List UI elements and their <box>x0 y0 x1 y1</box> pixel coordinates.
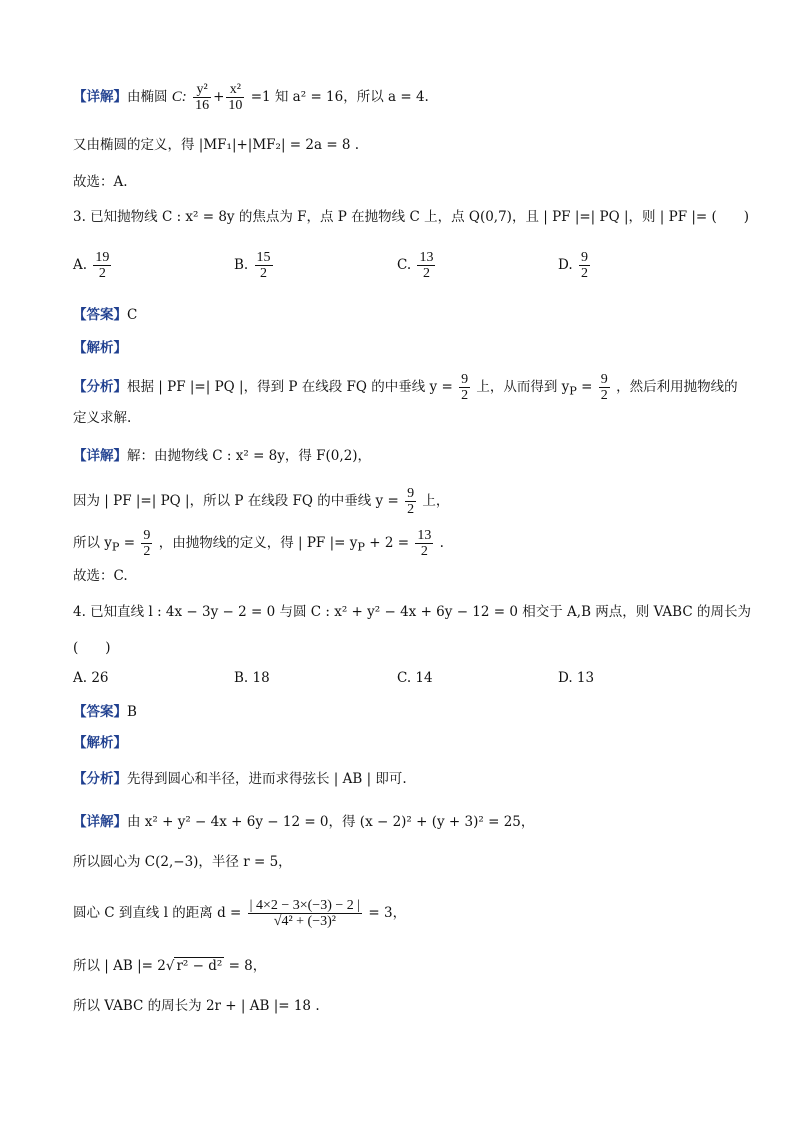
text: = 8， <box>228 958 267 974</box>
text: 先得到圆心和半径，进而求得弦长 | AB | 即可. <box>127 771 407 787</box>
q3-analysis-label <box>73 338 127 358</box>
numerator: 9 <box>600 372 608 387</box>
text: = <box>581 379 593 395</box>
q3-detail-line-3 <box>73 528 444 559</box>
numerator: y² <box>193 82 211 98</box>
q3-option-c <box>397 250 437 281</box>
text: 由 x² + y² − 4x + 6y − 12 = 0，得 (x − 2)² + (y + 3)² = 25， <box>127 814 535 830</box>
fraction <box>255 250 273 281</box>
text: ，然后利用抛物线的 <box>616 379 738 395</box>
text: = 3， <box>368 905 407 921</box>
q3-choose: 故选：C. <box>73 568 128 584</box>
fraction <box>417 250 435 281</box>
denominator: 2 <box>580 266 588 281</box>
denominator: 2 <box>461 388 469 403</box>
text: 所以 y <box>73 535 112 551</box>
q4-detail-line-2: 所以圆心为 C(2,−3)，半径 r = 5， <box>73 854 292 870</box>
sqrt-sign: √ <box>165 958 175 974</box>
text: + 2 = <box>369 535 410 551</box>
q4-stem-2: ( ) <box>73 640 111 656</box>
q3-option-d <box>558 250 592 281</box>
text: . <box>439 535 444 551</box>
denominator: 2 <box>260 266 268 281</box>
q4-detail-line-4 <box>73 956 266 976</box>
text: 由椭圆 <box>127 89 168 105</box>
choose-line-1: 故选：A. <box>73 174 128 190</box>
q4-answer <box>73 702 137 722</box>
q4-option-b: B. 18 <box>234 670 270 686</box>
q4-option-d: D. 13 <box>558 670 595 686</box>
fraction <box>226 82 244 113</box>
text: = <box>123 535 136 551</box>
q3-fenxi-line <box>73 372 738 403</box>
fraction <box>405 486 416 517</box>
option-letter: B. <box>234 257 249 273</box>
numerator: | 4×2 − 3×(−3) − 2 | <box>249 898 361 913</box>
numerator: 15 <box>256 250 271 265</box>
fraction <box>415 528 433 559</box>
q3-stem: 3. 已知抛物线 C : x² = 8y 的焦点为 F，点 P 在抛物线 C 上，点 Q(0,7)，且 | PF |=| PQ |，则 | PF |= ( ) <box>73 209 750 225</box>
answer-label: 【答案】 <box>73 704 127 720</box>
fenxi-label: 【分析】 <box>73 379 127 395</box>
numerator: 9 <box>580 250 588 265</box>
denominator: 2 <box>422 266 430 281</box>
text: 上，从而得到 y <box>476 379 570 395</box>
fraction <box>599 372 610 403</box>
detail-line-1: 【详解】由椭圆 C: $\frac{\text{y²}}{16}$ + $\frac{\text{x²}}{10}$ =1 知 a² = 16，所以 a = 4. <box>73 82 429 113</box>
fraction <box>193 82 211 113</box>
subscript: P <box>569 384 577 398</box>
q4-option-c: C. 14 <box>397 670 433 686</box>
fenxi-label: 【分析】 <box>73 771 127 787</box>
numerator: x² <box>226 82 244 98</box>
q4-detail-line-5: 所以 VABC 的周长为 2r + | AB |= 18 . <box>73 998 320 1014</box>
numerator: 13 <box>417 528 432 543</box>
numerator: 19 <box>95 250 110 265</box>
q4-option-a: A. 26 <box>73 670 109 686</box>
fraction <box>248 898 362 929</box>
q4-detail-line-3 <box>73 898 406 929</box>
q3-detail-line-1 <box>73 446 371 466</box>
text: ，由抛物线的定义，得 | PF |= y <box>158 535 358 551</box>
analysis-label: 【解析】 <box>73 340 127 356</box>
q4-stem: 4. 已知直线 l : 4x − 3y − 2 = 0 与圆 C : x² + y² − 4x + 6y − 12 = 0 相交于 A,B 两点，则 VABC 的周长为 <box>73 604 751 620</box>
denominator: 2 <box>600 388 608 403</box>
answer-value: C <box>127 307 138 323</box>
numerator: 13 <box>419 250 434 265</box>
fraction <box>93 250 111 281</box>
denominator: 2 <box>143 544 151 559</box>
detail-label: 【详解】 <box>73 448 127 464</box>
analysis-label: 【解析】 <box>73 735 127 751</box>
numerator: 9 <box>461 372 469 387</box>
option-letter: C. <box>397 257 412 273</box>
answer-label: 【答案】 <box>73 307 127 323</box>
fraction <box>579 250 590 281</box>
fraction <box>141 528 152 559</box>
denominator: 2 <box>98 266 106 281</box>
numerator: 9 <box>143 528 151 543</box>
text: 根据 | PF |=| PQ |，得到 P 在线段 FQ 的中垂线 y = <box>127 379 453 395</box>
fraction <box>459 372 470 403</box>
q3-detail-line-2 <box>73 486 449 517</box>
option-letter: A. <box>73 257 88 273</box>
q3-option-a <box>73 250 113 281</box>
denominator: 2 <box>420 544 428 559</box>
detail-label: 【详解】 <box>73 814 127 830</box>
sqrt-content: r² − d² <box>176 958 223 974</box>
text: =1 知 a² = 16，所以 a = 4. <box>250 89 429 105</box>
math: C: <box>171 89 187 105</box>
q4-detail-line-1 <box>73 812 534 832</box>
numerator: 9 <box>407 486 415 501</box>
q4-fenxi-line <box>73 769 407 789</box>
text: 所以 | AB |= 2 <box>73 958 166 974</box>
text: 圆心 C 到直线 l 的距离 d = <box>73 905 242 921</box>
subscript: P <box>357 540 365 554</box>
denominator: 16 <box>195 98 210 113</box>
q3-option-b <box>234 250 275 281</box>
option-letter: D. <box>558 257 573 273</box>
answer-value: B <box>127 704 137 720</box>
detail-label: 【详解】 <box>73 89 127 105</box>
denominator: 10 <box>228 98 243 113</box>
q3-answer <box>73 305 137 325</box>
q3-fenxi-line-2: 定义求解. <box>73 410 132 426</box>
denominator: 2 <box>407 502 415 517</box>
text: 因为 | PF |=| PQ |，所以 P 在线段 FQ 的中垂线 y = <box>73 493 399 509</box>
q4-analysis-label <box>73 733 127 753</box>
denominator: √4² + (−3)² <box>273 914 336 929</box>
detail-line-2: 又由椭圆的定义，得 |MF₁|+|MF₂| = 2a = 8 . <box>73 137 360 153</box>
text: 解：由抛物线 C : x² = 8y，得 F(0,2)， <box>127 448 372 464</box>
subscript: P <box>111 540 120 554</box>
text: 上， <box>422 493 450 509</box>
